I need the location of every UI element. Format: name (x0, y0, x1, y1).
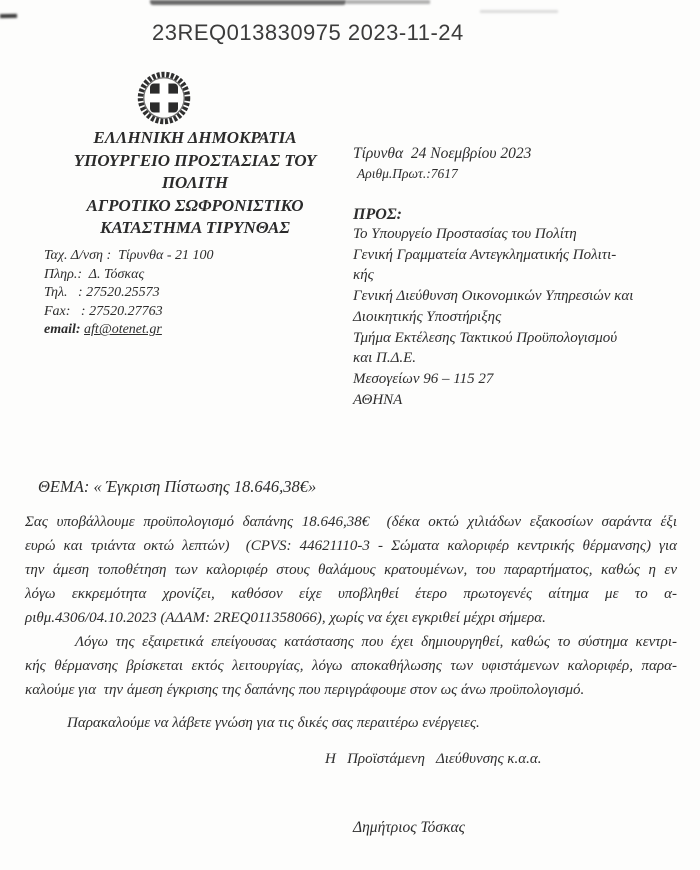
recipient-heading: ΠΡΟΣ: (353, 206, 403, 223)
protocol-number: Αριθμ.Πρωτ.:7617 (357, 166, 458, 181)
recipient-line: Μεσογείων 96 – 115 27 (353, 370, 494, 387)
contact-details-block (44, 247, 214, 340)
body-line: ευρώ και τριάντα οκτώ λεπτών) (CPVS: 44621110-3 - Σώματα καλοριφέρ κεντρικής θέρμανσης) για (25, 538, 677, 554)
scan-edge-dash (0, 14, 17, 18)
phone-number: Τηλ. : 27520.25573 (44, 285, 160, 301)
fax-number: Fax: : 27520.27763 (44, 303, 163, 319)
body-line: λόγω εκκρεμότητα χρονίζει, καθόσον είχε υποβληθεί έτερο πρωτογενές αίτημα με το α- (25, 586, 677, 602)
authority-line: ΚΑΤΑΣΤΗΜΑ ΤΙΡΥΝΘΑΣ (100, 218, 290, 238)
letter-body (25, 510, 677, 735)
email-address: aft@otenet.gr (84, 322, 162, 338)
scan-smudge-top-right (346, 0, 430, 4)
recipient-line: Τμήμα Εκτέλεσης Τακτικού Προϋπολογισμού (353, 329, 618, 346)
recipient-line: και Π.Δ.Ε. (353, 350, 417, 367)
recipient-line: ΑΘΗΝΑ (353, 391, 403, 408)
body-line: Σας υποβάλλουμε προϋπολογισμό δαπάνης 18.646,38€ (δέκα οκτώ χιλιάδων εξακοσίων σαράντα έξι (25, 514, 677, 530)
authority-line: ΕΛΛΗΝΙΚΗ ΔΗΜΟΚΡΑΤΙΑ (93, 128, 297, 147)
contact-person: Πληρ.: Δ. Τόσκας (44, 266, 145, 282)
greek-national-emblem-icon (137, 69, 191, 127)
scan-smudge-top (150, 0, 346, 5)
issuing-authority-block (30, 127, 360, 240)
recipient-line: Το Υπουργείο Προστασίας του Πολίτη (353, 226, 577, 242)
recipient-line: κής (353, 267, 374, 284)
email-line (44, 321, 214, 340)
email-label: email: (44, 322, 85, 338)
date-protocol-block (353, 144, 531, 184)
authority-line: ΥΠΟΥΡΓΕΙΟ ΠΡΟΣΤΑΣΙΑΣ ΤΟΥ (73, 150, 317, 170)
recipient-line: Διοικητικής Υποστήριξης (353, 308, 502, 325)
body-line: Λόγω της εξαιρετικά επείγουσας κατάστασης που έχει δημιουργηθεί, καθώς το σύστημα κεντρι- (75, 634, 677, 650)
body-line: ριθμ.4306/04.10.2023 (ΑΔΑΜ: 2REQ011358066), χωρίς να έχει εγκριθεί μέχρι σήμερα. (25, 610, 546, 626)
authority-line: ΑΓΡΟΤΙΚΟ ΣΩΦΡΟΝΙΣΤΙΚΟ (86, 195, 304, 215)
postal-address: Ταχ. Δ/νση : Τίρυνθα - 21 100 (44, 248, 214, 263)
body-line: καλούμε για την άμεση έγκρισης της δαπάνης που περιγράφουμε στον ως άνω προϋπολογισμό. (25, 682, 585, 698)
closing-role-title: Η Προϊστάμενη Διεύθυνσης κ.α.α. (325, 751, 542, 767)
body-line: την άμεση τοποθέτηση των καλοριφέρ στους θαλάμους κρατουμένων, του παραρτήματος, καθώς η εν (25, 562, 677, 578)
registry-reference-number: 23REQ013830975 2023-11-24 (152, 20, 464, 45)
body-line: κής θέρμανσης βρίσκεται εκτός λειτουργίας, λόγω αποκαθήλωσης των υφιστάμενων καλοριφέρ, παρα- (25, 658, 677, 674)
scan-smudge-faint (480, 10, 558, 13)
signer-name: Δημήτριος Τόσκας (353, 819, 465, 836)
subject-line: ΘΕΜΑ: « Έγκριση Πίστωσης 18.646,38€» (38, 477, 317, 496)
place-and-date: Τίρυνθα 24 Νοεμβρίου 2023 (353, 145, 532, 162)
recipient-line: Γενική Γραμματεία Αντεγκληματικής Πολιτι- (353, 246, 617, 263)
recipient-line: Γενική Διεύθυνση Οικονομικών Υπηρεσιών και (353, 288, 634, 305)
recipient-block (353, 224, 688, 410)
body-line: Παρακαλούμε να λάβετε γνώση για τις δικές σας περαιτέρω ενέργειες. (67, 715, 480, 731)
authority-line: ΠΟΛΙΤΗ (161, 173, 229, 193)
